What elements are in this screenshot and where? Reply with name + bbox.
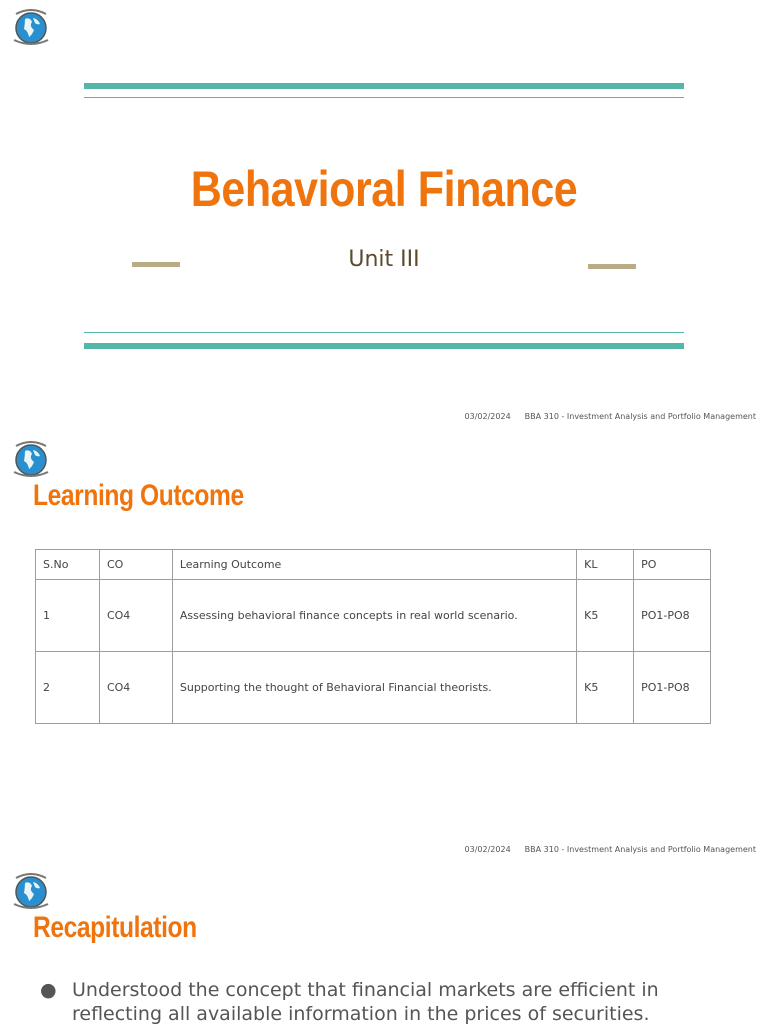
- table-cell: PO1-PO8: [634, 652, 711, 724]
- learning-outcome-table: [35, 549, 711, 724]
- column-header: S.No: [36, 550, 100, 580]
- top-thin-rule: [84, 97, 684, 98]
- column-header: Learning Outcome: [172, 550, 576, 580]
- table-header-row: [36, 550, 711, 580]
- slide-footer: [465, 845, 756, 854]
- university-logo-icon: [6, 2, 56, 50]
- footer-course: BBA 310 - Investment Analysis and Portfolio Management: [524, 845, 756, 854]
- column-header: KL: [577, 550, 634, 580]
- recap-bullet-list: [40, 978, 730, 1024]
- presentation-title: Behavioral Finance: [190, 161, 578, 217]
- table-row: [36, 580, 711, 652]
- table-row: [36, 652, 711, 724]
- bullet-icon: ●: [40, 979, 57, 1001]
- slide-title: [0, 0, 768, 432]
- right-dash: [588, 264, 636, 269]
- table-cell: K5: [577, 580, 634, 652]
- slide-footer: [465, 412, 756, 421]
- table-cell: PO1-PO8: [634, 580, 711, 652]
- slide-heading: Recapitulation: [33, 911, 197, 944]
- table-cell: 1: [36, 580, 100, 652]
- table-cell: CO4: [99, 580, 172, 652]
- slide-heading: Learning Outcome: [33, 479, 244, 512]
- list-item: [40, 978, 730, 1024]
- column-header: CO: [99, 550, 172, 580]
- top-thick-rule: [84, 83, 684, 89]
- slide-learning-outcome: [0, 432, 768, 864]
- table-cell: Assessing behavioral finance concepts in real world scenario.: [172, 580, 576, 652]
- slide-recapitulation: [0, 864, 768, 1024]
- table-cell: K5: [577, 652, 634, 724]
- bottom-thick-rule: [84, 343, 684, 349]
- footer-date: 03/02/2024: [464, 412, 511, 421]
- table-cell: 2: [36, 652, 100, 724]
- footer-date: 03/02/2024: [464, 845, 511, 854]
- university-logo-icon: [6, 434, 56, 482]
- table-cell: Supporting the thought of Behavioral Financial theorists.: [172, 652, 576, 724]
- presentation-subtitle: Unit III: [348, 247, 420, 272]
- bottom-thin-rule: [84, 332, 684, 333]
- column-header: PO: [634, 550, 711, 580]
- footer-course: BBA 310 - Investment Analysis and Portfolio Management: [524, 412, 756, 421]
- bullet-text: Understood the concept that financial markets are efficient in reflecting all available information in the prices of securities.: [72, 979, 659, 1024]
- table-cell: CO4: [99, 652, 172, 724]
- university-logo-icon: [6, 866, 56, 914]
